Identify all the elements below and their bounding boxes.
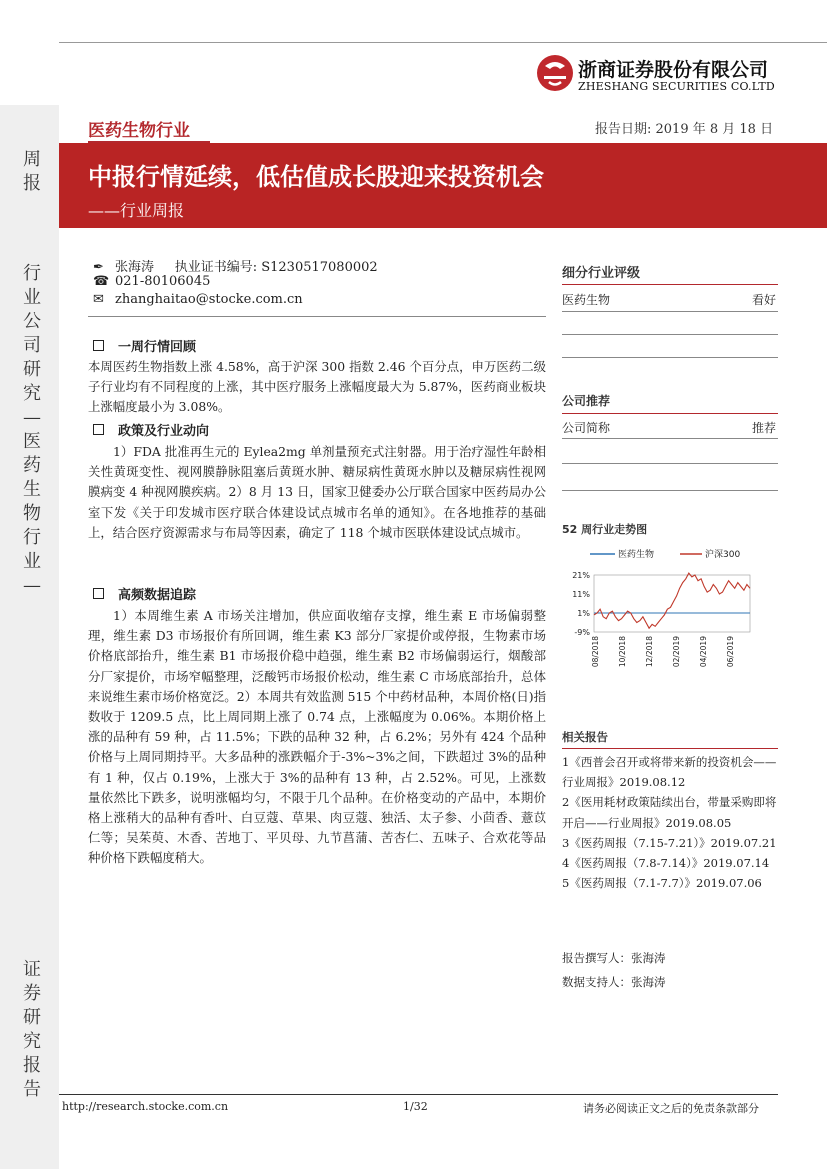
cert-label: 执业证书编号:	[174, 260, 258, 275]
checkbox-icon	[93, 424, 104, 435]
email-row	[93, 292, 303, 307]
series-line-hs300	[594, 573, 750, 628]
related-report-item[interactable]: 3《医药周报（7.15-7.21）》2019.07.21	[562, 835, 777, 850]
section-body: 1）FDA 批准再生元的 Eylea2mg 单剂量预充式注射器。用于治疗湿性年龄相关性黄斑变性、视网膜静脉阻塞后黄斑水肿、糖尿病性黄斑水肿以及糖尿病性视网膜病变 4 种视网膜疾病。2）8 月 13 日，国家卫健委办公厅联合国家中医药局办公室下发《关于印发城市医疗联合体建设试点城市名单的通知》。在各地推荐的基础上，结合医疗资源需求与布局等因素，确定了 118 个城市医联体建设试点城市。	[88, 444, 546, 540]
report-writer: 报告撰写人：张海涛	[562, 951, 666, 965]
x-tick-label: 04/2019	[699, 636, 709, 668]
related-report-list	[562, 752, 780, 893]
recommend-row-line	[562, 490, 778, 491]
section-body: 1）本周维生素 A 市场关注增加，供应面收缩存支撑，维生素 E 市场偏弱整理，维生素 D3 市场报价有所回调，维生素 K3 部分厂家提价或停报，生物素市场价格底部抬升，维生素 B1 市场报价稳中趋强，维生素 B2 市场偏弱运行，烟酸部分厂家提价，市场窄幅整理，泛酸钙市场报价松动，维生素 C 市场底部抬升，总体来说维生素市场价格宽泛。2）本周共有效监测 515 个中药材品种，本周价格(日)指数收于 1209.5 点，比上周同期上涨了 0.74 点，上涨幅度为 0.06%。本期价格上涨的品种有 59 种，占 11.5%；下跌的品种 32 种，占 6.2%；另外有 424 个品种价格与上周同期持平。大多品种的涨跌幅介于-3%~3%之间，下跌超过 3%的品种有 1 种，仅占 0.19%，上涨大于 3%的品种有 13 种，占 2.52%。可见，上涨数量依然比下跌多，说明涨幅均匀，不限于几个品种。在价格变动的产品中，本期价格上涨稍大的品种有香叶、白豆蔻、草果、肉豆蔻、独活、太子参、小茴香、薏苡仁等；吴茱萸、木香、苦地丁、平贝母、九节菖蒲、苦杏仁、五味子、合欢花等品种价格下跌幅度稍大。	[88, 608, 546, 866]
data-supporter: 数据支持人：张海涛	[562, 975, 666, 989]
checkbox-icon	[93, 340, 104, 351]
pen-icon: ✒	[93, 260, 104, 275]
author-row	[93, 256, 378, 275]
phone-row	[93, 274, 210, 289]
recommend-heading: 公司推荐	[562, 394, 611, 408]
top-rule	[59, 42, 827, 43]
trend-chart	[560, 540, 780, 690]
recommend-row-line	[562, 438, 778, 439]
report-subtitle: ——行业周报	[88, 201, 185, 220]
related-report-item[interactable]: 1《西普会召开或将带来新的投资机会——行业周报》2019.08.12	[562, 755, 777, 790]
report-title: 中报行情延续，低估值成长股迎来投资机会	[88, 163, 544, 191]
sidebar-label-bottom: 证券研究报告	[23, 959, 41, 1100]
rating-row-line	[562, 334, 778, 335]
author-divider	[88, 316, 546, 317]
company-name-cn: 浙商证券股份有限公司	[578, 59, 769, 81]
x-tick-label: 02/2019	[672, 636, 682, 668]
legend-label-hs300: 沪深300	[705, 550, 741, 560]
recommend-row-line	[562, 463, 778, 464]
y-tick-label: 11%	[572, 590, 590, 599]
cert-number: S1230517080002	[261, 260, 378, 275]
section-heading: 一周行情回顾	[93, 336, 196, 355]
related-report-item[interactable]: 2《医用耗材政策陆续出台，带量采购即将开启——行业周报》2019.08.05	[562, 795, 777, 830]
author-phone: 021-80106045	[115, 274, 211, 289]
company-name-en: ZHESHANG SECURITIES CO.LTD	[578, 80, 775, 93]
recommend-col-rec: 推荐	[752, 421, 777, 435]
related-heading: 相关报告	[562, 730, 608, 744]
report-date: 报告日期: 2019 年 8 月 18 日	[595, 122, 774, 137]
checkbox-icon	[93, 588, 104, 599]
footer-url[interactable]: http://research.stocke.com.cn	[62, 1100, 229, 1113]
x-tick-label: 08/2018	[591, 636, 600, 668]
sidebar-label-top: 周报	[23, 149, 41, 194]
x-tick-label: 06/2019	[726, 636, 736, 668]
rating-industry: 医药生物	[562, 293, 611, 307]
y-tick-label: -9%	[574, 628, 590, 637]
x-tick-label: 12/2018	[645, 636, 655, 668]
rating-heading-rule	[562, 284, 778, 285]
mail-icon: ✉	[93, 292, 104, 307]
chart-title: 52 周行业走势图	[562, 523, 648, 536]
company-logo-icon	[536, 54, 574, 92]
x-tick-label: 10/2018	[618, 636, 628, 668]
recommend-col-name: 公司简称	[562, 421, 611, 435]
related-report-item[interactable]: 4《医药周报（7.8-7.14）》2019.07.14	[562, 856, 770, 871]
related-report-item[interactable]: 5《医药周报（7.1-7.7）》2019.07.06	[562, 876, 762, 891]
rating-value: 看好	[752, 293, 777, 307]
related-heading-rule	[562, 748, 778, 749]
phone-icon: ☎	[93, 274, 110, 289]
page-number: 1/32	[403, 1100, 428, 1113]
legend-label-pharma: 医药生物	[618, 550, 655, 560]
section-heading: 高频数据追踪	[93, 584, 196, 603]
footer-rule	[59, 1094, 778, 1095]
author-name: 张海涛	[115, 260, 155, 275]
rating-row-line	[562, 357, 778, 358]
rating-row-line	[562, 311, 778, 312]
author-email[interactable]: zhanghaitao@stocke.com.cn	[115, 292, 303, 307]
recommend-heading-rule	[562, 413, 778, 414]
y-tick-label: 21%	[572, 571, 590, 580]
disclaimer-note: 请务必阅读正文之后的免责条款部分	[583, 1102, 759, 1115]
y-tick-label: 1%	[577, 609, 590, 618]
section-body: 本周医药生物指数上涨 4.58%，高于沪深 300 指数 2.46 个百分点，申万医药二级子行业均有不同程度的上涨，其中医疗服务上涨幅度最大为 5.87%，医药商业板块上涨幅度最小为 3.08%。	[88, 359, 546, 415]
industry-label: 医药生物行业	[88, 121, 190, 141]
sidebar-label-middle: 行业公司研究—医药生物行业—	[23, 263, 41, 596]
rating-heading: 细分行业评级	[562, 266, 641, 281]
section-heading: 政策及行业动向	[93, 420, 209, 439]
